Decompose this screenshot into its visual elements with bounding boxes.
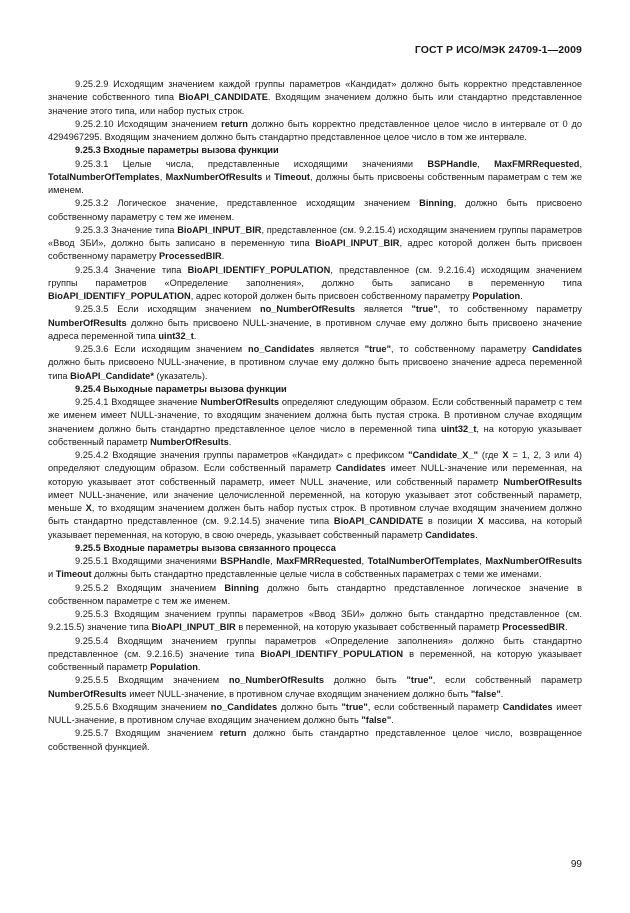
bold-term: Candidates — [532, 344, 582, 354]
paragraph — [48, 197, 582, 224]
bold-term: NumberOfResults — [48, 688, 127, 699]
bold-term: return — [219, 728, 247, 739]
text-run: . — [565, 622, 568, 633]
text-run: 9.25.3 Входные параметры вызова функции — [75, 145, 279, 156]
text-run: 9.25.5.3 Входящим значением группы параметров «Ввод ЗБИ» должно быть стандартно представленное (см. 9.2.15.5) значение типа — [48, 609, 582, 633]
page-header: ГОСТ Р ИСО/МЭК 24709-1—2009 — [414, 44, 582, 56]
bold-term: NumberOfResults — [48, 317, 127, 328]
text-run: , если собственный параметр — [367, 701, 503, 712]
paragraph — [48, 701, 582, 728]
text-run: должно быть стандартно представленное целое число, возвращенное собственной функцией. — [48, 728, 582, 752]
text-run: . — [193, 330, 197, 341]
text-run: 9.25.3.3 Значение типа — [75, 224, 178, 235]
text-run: 9.25.3.6 Если исходящим значением — [75, 344, 248, 354]
text-run: имеет NULL-значение, в противном случае входящим значением должно быть — [126, 688, 471, 699]
paragraph — [48, 78, 582, 118]
bold-term: BioAPI_IDENTIFY_POPULATION — [48, 291, 191, 301]
bold-term: Binning — [224, 582, 259, 593]
paragraph — [48, 343, 582, 383]
bold-term: MaxNumberOfResults — [165, 171, 263, 182]
text-run: 9.25.4 Выходные параметры вызова функции — [75, 383, 287, 394]
paragraph — [48, 635, 582, 675]
text-run: . — [197, 662, 201, 672]
bold-term: NumberOfResults — [503, 476, 582, 487]
bold-term: "true" — [364, 344, 391, 354]
bold-term: "true" — [406, 675, 433, 686]
text-run: имеет NULL-значение, или значение целочисленной переменной, на которую указывает этот собственный параметр, меньше — [48, 489, 582, 513]
paragraph — [48, 264, 582, 304]
text-run: 9.25.3.2 Логическое значение, представленное исходящим значением — [75, 198, 420, 209]
text-run: в позиции — [423, 516, 478, 527]
text-run: должно быть присвоено NULL-значение, в противном случае ему должно быть присвоено значение адреса переменной типа — [48, 357, 582, 381]
text-run: должно быть присвоено NULL-значение, в противном случае ему должно быть присвоено значение адреса переменной типа — [48, 317, 582, 341]
paragraph — [48, 608, 582, 635]
text-run: должны быть стандартно представленные целые числа в собственных параметрах с теми же именами. — [91, 569, 542, 580]
text-run: 9.25.3.1 Целые числа, представленные исходящими значениями — [75, 158, 428, 169]
text-run: = 1, 2, 3 или 4) определяют следующим образом. Если собственный параметр — [48, 450, 582, 474]
bold-term: TotalNumberOfTemplates — [48, 171, 160, 182]
text-run: . — [520, 291, 523, 301]
text-run: , — [477, 158, 495, 169]
text-run: , на которую указывает собственный параметр — [48, 423, 583, 447]
paragraph — [48, 449, 582, 542]
text-run: 9.25.5.6 Входящим значением — [75, 701, 211, 712]
text-run: (где — [478, 450, 503, 460]
text-run: , — [270, 556, 277, 566]
text-run: , должно быть присвоено собственному параметру с тем же именем. — [48, 198, 582, 222]
text-run: 9.25.4.1 Входящее значение — [75, 397, 201, 407]
bold-term: no_NumberOfResults — [228, 675, 324, 686]
text-run: 9.25.5.5 Входящим значением — [75, 675, 229, 686]
text-run: . — [228, 436, 232, 447]
text-run: , если собственный параметр — [432, 675, 582, 686]
text-run: , то входящим значением должен быть набор пустых строк. В противном случае входящим значением должно быть стандартно представленное (см. 9.2.14.5) значение типа — [48, 503, 582, 527]
text-run: , адрес которой должен быть присвоен собственному параметру — [48, 238, 582, 262]
bold-term: BSPHandle — [220, 556, 271, 566]
bold-term: X — [85, 503, 92, 513]
bold-term: BioAPI_INPUT_BIR — [177, 224, 262, 235]
text-run: 9.25.3.4 Значение типа — [75, 264, 188, 275]
text-run: имеет NULL-значение или переменная, на которую указывает этот собственный параметр, имеет NULL значение, или собственный параметр — [48, 463, 582, 487]
bold-term: MaxFMRRequested — [276, 556, 362, 566]
bold-term: NumberOfResults — [150, 436, 229, 447]
text-run: . — [391, 715, 394, 725]
text-run: должно быть — [277, 701, 342, 712]
text-run: , — [159, 171, 166, 182]
bold-term: Candidates — [335, 463, 386, 474]
text-run: 9.25.5 Входные параметры вызова связанного процесса — [75, 542, 336, 553]
text-run: 9.25.5.1 Входящими значениями — [75, 556, 221, 566]
bold-term: ProcessedBIR — [159, 251, 222, 262]
section-heading — [48, 383, 582, 396]
text-run: 9.25.2.9 Исходящим значением каждой группы параметров «Кандидат» должно быть корректно представленное значение собственного типа — [48, 79, 582, 103]
text-run: является — [314, 344, 365, 354]
bold-term: ProcessedBIR — [502, 622, 565, 633]
text-run: 9.25.5.2 Входящим значением — [75, 582, 225, 593]
bold-term: Population — [150, 662, 198, 672]
bold-term: no_Candidates — [210, 701, 278, 712]
text-run: 9.25.5.4 Входящим значением группы параметров «Определение заполнения» должно быть стандартно представленное (см. 9.2.16.5) значение типа — [48, 635, 582, 659]
bold-term: uint32_t — [440, 423, 477, 434]
paragraph — [48, 118, 582, 145]
text-run: 9.25.3.5 Если исходящим значением — [75, 304, 260, 315]
bold-term: TotalNumberOfTemplates — [367, 556, 480, 566]
bold-term: "true" — [341, 701, 368, 712]
bold-term: BioAPI_Candidate* — [70, 370, 154, 381]
bold-term: "Candidate_X_" — [408, 450, 479, 460]
text-run: в переменной, на которую указывает собственный параметр — [235, 622, 503, 633]
bold-term: Timeout — [274, 171, 310, 182]
text-run: (указатель). — [153, 370, 208, 381]
paragraph — [48, 396, 582, 449]
bold-term: Candidates — [425, 529, 476, 540]
text-run: должно быть стандартно представленное логическое значение в собственном параметре с тем же именем. — [48, 582, 582, 606]
bold-term: MaxFMRRequested — [494, 158, 580, 169]
text-run: , то собственному параметру — [437, 304, 582, 315]
text-run: , представленное (см. 9.2.15.4) исходящим значением группы параметров «Ввод ЗБИ», должно быть записано в переменную типа — [48, 224, 583, 248]
text-run: , — [479, 556, 486, 566]
bold-term: MaxNumberOfResults — [485, 556, 583, 566]
paragraph — [48, 674, 582, 701]
paragraph — [48, 727, 582, 754]
section-heading — [48, 542, 582, 555]
text-run: . — [500, 688, 504, 699]
text-run: 9.25.5.7 Входящим значением — [75, 728, 220, 739]
bold-term: Candidates — [502, 701, 553, 712]
bold-term: BioAPI_IDENTIFY_POPULATION — [260, 648, 404, 659]
text-run: . — [475, 529, 478, 540]
bold-term: BioAPI_CANDIDATE — [333, 516, 424, 527]
text-run: должно быть корректно представленное целое число в интервале от 0 до 4294967295. Входящим значением должно быть стандартно представленное целое число в том же интервале. — [48, 118, 582, 142]
bold-term: NumberOfResults — [200, 397, 280, 407]
bold-term: X — [477, 516, 484, 527]
bold-term: Binning — [419, 198, 454, 209]
bold-term: return — [221, 118, 248, 129]
page-number: 99 — [570, 859, 582, 870]
paragraph — [48, 303, 582, 343]
text-run: , представленное (см. 9.2.16.4) исходящим значением группы параметров «Определение заполнения», должно быть записано в переменную типа — [48, 264, 582, 288]
document-body — [48, 78, 582, 754]
bold-term: BioAPI_INPUT_BIR — [151, 622, 236, 633]
bold-term: BioAPI_CANDIDATE — [178, 92, 268, 103]
paragraph — [48, 582, 582, 609]
text-run: . — [221, 251, 225, 262]
text-run: . Входящим значением должно быть или стандартно представленное значение этого типа, или набор пустых строк. — [48, 92, 582, 116]
paragraph — [48, 555, 582, 582]
text-run: , — [361, 556, 368, 566]
bold-term: Timeout — [55, 569, 92, 580]
text-run: , адрес которой должен быть присвоен собственному параметру — [190, 291, 473, 301]
bold-term: BioAPI_INPUT_BIR — [315, 238, 400, 248]
bold-term: BSPHandle — [427, 158, 478, 169]
paragraph — [48, 224, 582, 264]
text-run: и — [48, 569, 56, 580]
bold-term: X — [502, 450, 509, 460]
text-run: , то собственному параметру — [390, 344, 533, 354]
text-run: 9.25.2.10 Исходящим значением — [75, 118, 222, 129]
bold-term: BioAPI_IDENTIFY_POPULATION — [187, 264, 331, 275]
paragraph — [48, 158, 582, 198]
text-run: , должны быть присвоены собственным параметрам с тем же именем. — [48, 171, 583, 195]
bold-term: no_NumberOfResults — [259, 304, 356, 315]
bold-term: no_Candidates — [247, 344, 315, 354]
text-run: массива, на который указывает переменная, на которую, в свою очередь, указывает собственный параметр — [48, 516, 582, 540]
text-run: является — [355, 304, 412, 315]
bold-term: uint32_t — [158, 330, 194, 341]
text-run: , — [579, 158, 583, 169]
text-run: в переменной, на которую указывает собственный параметр — [48, 648, 582, 672]
text-run: и — [262, 171, 275, 182]
section-heading — [48, 144, 582, 157]
bold-term: "false" — [361, 715, 392, 725]
text-run: определяют следующим образом. Если собственный параметр с тем же именем имеет NULL-значение, то входящим значением должна быть пустая строка. В противном случае входящим значением должно быть стандартно представленное целое число в переменной типа — [48, 397, 583, 434]
text-run: должно быть — [324, 675, 407, 686]
bold-term: Population — [472, 291, 521, 301]
bold-term: "false" — [470, 688, 501, 699]
bold-term: "true" — [411, 304, 438, 315]
text-run: имеет NULL-значение, в противном случае входящим значением должно быть — [48, 701, 582, 725]
text-run: 9.25.4.2 Входящие значения группы параметров «Кандидат» с префиксом — [75, 450, 409, 460]
